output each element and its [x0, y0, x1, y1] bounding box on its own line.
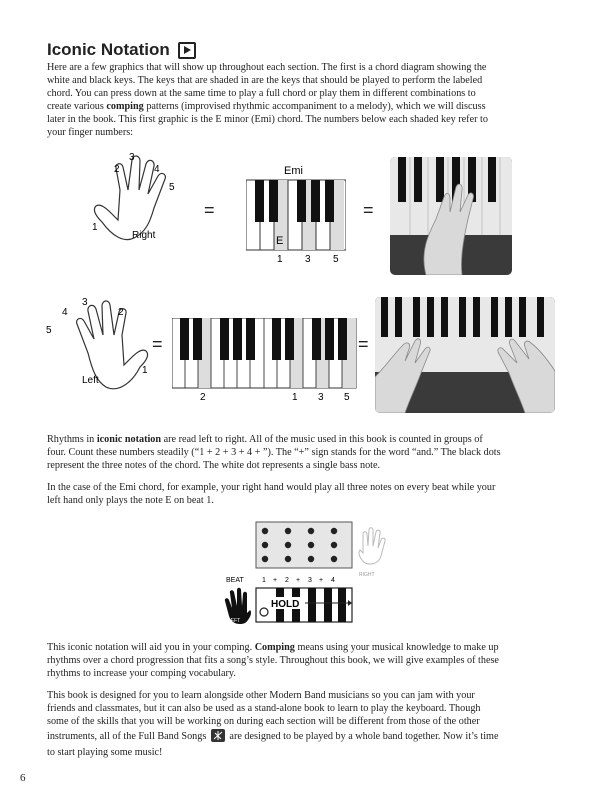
finger-number: 3 [318, 392, 324, 403]
emi-paragraph: In the case of the Emi chord, for example, your right hand would play all three notes on every beat while your left hand only plays the note E on beat 1. [47, 482, 496, 506]
iconic-notation-term: iconic notation [96, 434, 162, 445]
finger-number: 1 [277, 254, 283, 265]
chord-name: Emi [284, 165, 303, 177]
hand-label: Left [82, 375, 99, 386]
equals-sign: = [358, 334, 369, 354]
beat-label: BEAT [226, 577, 244, 584]
finger-number: 5 [169, 182, 175, 193]
finger-number: 4 [154, 164, 160, 175]
equals-sign: = [152, 334, 163, 354]
equals-sign: = [363, 200, 374, 220]
full-band-song-icon [211, 729, 225, 747]
finger-number: 2 [200, 392, 206, 403]
comping-term: Comping [254, 642, 295, 653]
beat-count: 1 [262, 577, 266, 584]
beat-count: + [296, 577, 301, 584]
intro-paragraph: Here are a few graphics that will show up throughout each section. The first is a chord diagram showing the white and black keys. The keys that are shaded in are the keys that should be played to perform the labeled chord. You can press down at the same time to play a full chord or play them in different combinations to create various comping patterns (improvised rhythmic accompaniment to a melody), which we will discuss later in the book. This first graphic is the E minor (Emi) chord. The numbers below each shaded key refer to your finger numbers: [47, 62, 488, 138]
band-paragraph: This book is designed for you to learn alongside other Modern Band musicians so you can jam with your friends and classmates, but it can also be used as a stand-alone book to learn to play the keyboard. Though some of the skills that you will be working on during each section will be different from those of the other instruments, all of the Full Band Songs are designed to be played by a whole band together. Now it’s time to start playing some music! [47, 690, 499, 758]
finger-number: 2 [118, 307, 124, 318]
finger-number: 3 [129, 152, 135, 163]
finger-number: 5 [46, 325, 52, 336]
beat-count: + [273, 577, 278, 584]
beat-count: 3 [308, 577, 312, 584]
left-hand-icon [40, 295, 160, 405]
left-hand-label: LEFT [228, 618, 241, 624]
comping-term: comping [106, 100, 144, 112]
hold-label: HOLD [271, 599, 300, 610]
right-hand-icon [359, 528, 385, 564]
rhythm-paragraph: Rhythms in iconic notation are read left to right. All of the music used in this book is counted in groups of four. Count these numbers steadily (“1 + 2 + 3 + 4 + ”). The “+” sign stands for the word “and.” The black dots represent the three notes of the chord. The white dot represents a single bass note. [47, 434, 501, 471]
left-hand-key-diagram [172, 318, 357, 403]
page-number: 6 [20, 772, 26, 784]
beat-notation-chart [210, 520, 390, 624]
finger-number: 5 [333, 254, 339, 265]
finger-number: 3 [305, 254, 311, 265]
equals-sign: = [204, 200, 215, 220]
right-hand-label: RIGHT [359, 572, 375, 578]
finger-number: 2 [114, 164, 120, 175]
beat-count: 4 [331, 577, 335, 584]
section-title-text: Iconic Notation [47, 40, 170, 59]
right-hand-photo [390, 157, 512, 275]
beat-count: + [319, 577, 324, 584]
finger-number: 1 [142, 365, 148, 376]
beat-count: 2 [285, 577, 289, 584]
finger-number: 5 [344, 392, 350, 403]
finger-number: 4 [62, 307, 68, 318]
hand-label: Right [132, 230, 156, 241]
comping-paragraph: This iconic notation will aid you in your comping. Comping means using your musical knowledge to make up rhythms over a chord progression that fits a song’s style. Throughout this book, we will give examples of these rhythms to increase your comping vocabulary. [47, 642, 499, 679]
right-hand-icon [82, 150, 202, 255]
section-title [47, 40, 196, 60]
two-hands-photo [375, 297, 555, 413]
finger-number: 1 [292, 392, 298, 403]
emi-chord-diagram [246, 160, 346, 265]
finger-number: 3 [82, 297, 88, 308]
note-label: E [276, 235, 284, 247]
video-play-icon[interactable] [178, 42, 196, 59]
finger-number: 1 [92, 222, 98, 233]
